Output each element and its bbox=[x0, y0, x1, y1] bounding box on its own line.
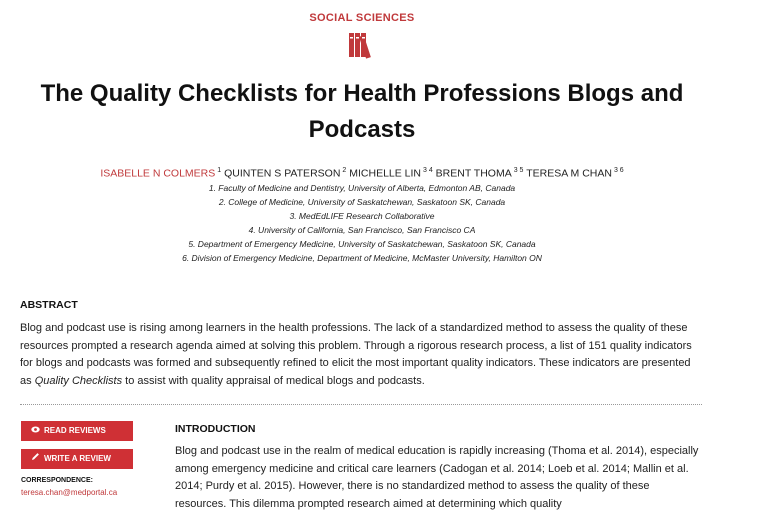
section-label: SOCIAL SCIENCES bbox=[309, 12, 415, 24]
affiliation-item: 1. Faculty of Medicine and Dentistry, University of Alberta, Edmonton AB, Canada bbox=[208, 183, 516, 193]
author-name[interactable]: ISABELLE N COLMERS bbox=[100, 167, 216, 180]
affiliation-item: 3. MedEdLIFE Research Collaborative bbox=[289, 211, 435, 221]
article-title: The Quality Checklists for Health Professions Blogs and Podcasts bbox=[40, 80, 684, 143]
affiliation-list bbox=[0, 181, 724, 265]
abstract-heading: ABSTRACT bbox=[20, 299, 78, 311]
author-name[interactable]: QUINTEN S PATERSON bbox=[224, 167, 341, 180]
read-reviews-button[interactable] bbox=[21, 421, 133, 441]
author-affiliation-ref: 2 bbox=[342, 167, 347, 174]
abstract-text bbox=[20, 320, 704, 390]
author-name[interactable]: MICHELLE LIN bbox=[349, 167, 422, 180]
section-divider bbox=[20, 404, 702, 405]
quality-checklists-emphasis: Quality Checklists bbox=[34, 374, 123, 387]
abstract-text-part: to assist with quality appraisal of medical blogs and podcasts. bbox=[122, 374, 425, 387]
write-review-button[interactable] bbox=[21, 449, 133, 469]
affiliation-item: 6. Division of Emergency Medicine, Department of Medicine, McMaster University, Hamilton ON bbox=[182, 253, 542, 263]
correspondence-label: CORRESPONDENCE: bbox=[21, 477, 93, 484]
read-reviews-label: READ REVIEWS bbox=[44, 426, 106, 435]
eye-icon bbox=[31, 421, 40, 441]
abstract-text-part: Blog and podcast use is rising among learners in the health professions. The lack of a standardized method to assess the quality of these resources prompted a research agenda aimed at solving this problem. Through a rigorous research process, a list of 151 quality indicators for blogs and podcasts was formed and subsequently refined to elicit the most important quality indicators. These indicators are presented as bbox=[20, 322, 692, 387]
author-affiliation-ref: 1 bbox=[217, 167, 222, 174]
author-affiliation-ref: 3 5 bbox=[513, 167, 524, 174]
write-review-label: WRITE A REVIEW bbox=[44, 454, 111, 463]
affiliation-item: 5. Department of Emergency Medicine, University of Saskatchewan, Saskatoon SK, Canada bbox=[188, 239, 536, 249]
affiliation-item: 4. University of California, San Francisco, San Francisco CA bbox=[248, 225, 476, 235]
author-name[interactable]: BRENT THOMA bbox=[435, 167, 512, 180]
author-affiliation-ref: 3 6 bbox=[613, 167, 624, 174]
author-name[interactable]: TERESA M CHAN bbox=[526, 167, 612, 180]
pencil-icon bbox=[31, 449, 40, 469]
books-icon bbox=[348, 31, 376, 59]
author-list bbox=[0, 164, 724, 181]
affiliation-item: 2. College of Medicine, University of Saskatchewan, Saskatoon SK, Canada bbox=[218, 197, 506, 207]
correspondence-email-link[interactable]: teresa.chan@medportal.ca bbox=[21, 488, 118, 497]
introduction-heading: INTRODUCTION bbox=[175, 423, 256, 435]
introduction-text: Blog and podcast use in the realm of medical education is rapidly increasing (Thoma et al. 2014), especially among emergency medicine and critical care learners (Cadogan et al. 2014; Loeb et al. 2014; Mallin et al. 2014; Purdy et al. 2015). However, there is no standardized method to assess the quality of these resources. This dilemma prompted research aimed at determining which quality bbox=[175, 445, 699, 510]
author-affiliation-ref: 3 4 bbox=[423, 167, 433, 174]
